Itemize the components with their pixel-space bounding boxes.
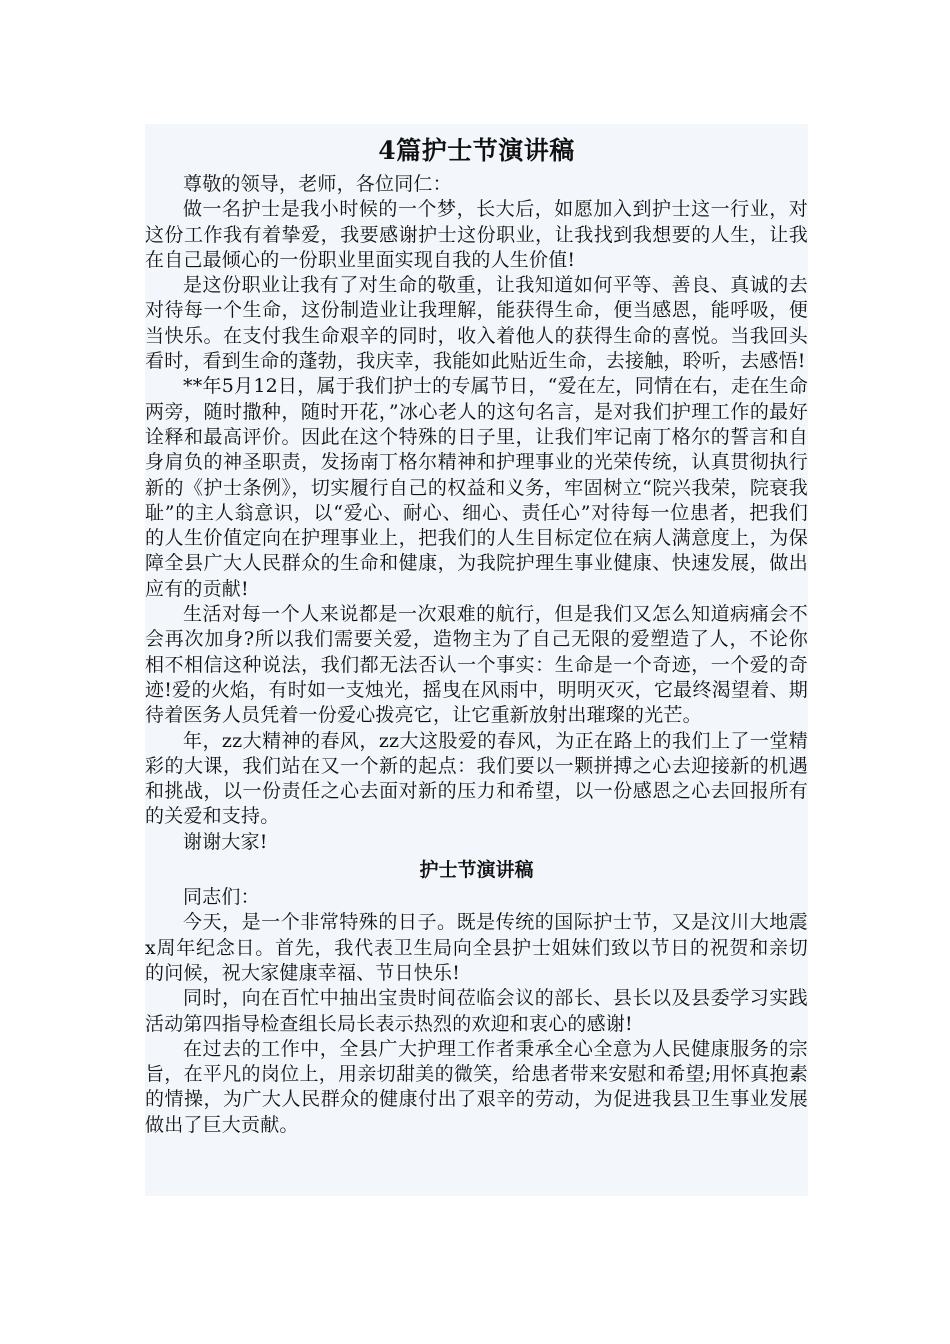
body-paragraph: 同时，向在百忙中抽出宝贵时间莅临会议的部长、县长以及县委学习实践活动第四指导检查组长局长表示热烈的欢迎和衷心的感谢! (145, 987, 808, 1035)
body-paragraph: 生活对每一个人来说都是一次艰难的航行，但是我们又怎么知道病痛会不会再次加身?所以我们需要关爱，造物主为了自己无限的爱塑造了人，不论你相不相信这种说法，我们都无法否认一个事实：生命是一个奇迹，一个爱的奇迹!爱的火焰，有时如一支烛光，摇曳在风雨中，明明灭灭，它最终渴望着、期待着医务人员凭着一份爱心拨亮它，让它重新放射出璀璨的光芒。 (145, 603, 808, 727)
document-page (145, 124, 808, 1196)
body-paragraph: 做一名护士是我小时候的一个梦，长大后，如愿加入到护士这一行业，对这份工作我有着挚爱，我要感谢护士这份职业，让我找到我想要的人生，让我在自己最倾心的一份职业里面实现自我的人生价值! (145, 198, 808, 271)
body-paragraph: 年，zz大精神的春风，zz大这股爱的春风，为正在路上的我们上了一堂精彩的大课，我们站在又一个新的起点：我们要以一颗拼搏之心去迎接新的机遇和挑战，以一份责任之心去面对新的压力和希望，以一份感恩之心去回报所有的关爱和支持。 (145, 729, 808, 828)
closing-line: 谢谢大家! (183, 830, 268, 853)
body-paragraph: **年5月12日，属于我们护士的专属节日，“爱在左，同情在右，走在生命两旁，随时撒种，随时开花，”冰心老人的这句名言，是对我们护理工作的最好诠释和最高评价。因此在这个特殊的日子里，让我们牢记南丁格尔的誓言和自身肩负的神圣职责，发扬南丁格尔精神和护理事业的光荣传统，认真贯彻执行新的《护士条例》，切实履行自己的权益和义务，牢固树立“院兴我荣，院衰我耻”的主人翁意识，以“爱心、耐心、细心、责任心”对待每一位患者，把我们的人生价值定向在护理事业上，把我们的人生目标定位在病人满意度上，为保障全县广大人民群众的生命和健康，为我院护理生事业健康、快速发展，做出应有的贡献! (145, 375, 808, 600)
salutation: 同志们： (183, 886, 260, 909)
document-title: 4篇护士节演讲稿 (378, 136, 575, 165)
section-subtitle: 护士节演讲稿 (419, 859, 534, 882)
salutation: 尊敬的领导，老师，各位同仁： (183, 173, 452, 195)
body-paragraph: 是这份职业让我有了对生命的敬重，让我知道如何平等、善良、真诚的去对待每一个生命，这份制造业让我理解，能获得生命，便当感恩，能呼吸，便当快乐。在支付我生命艰辛的同时，收入着他人的获得生命的喜悦。当我回头看时，看到生命的蓬勃，我庆幸，我能如此贴近生命，去接触，聆听，去感悟! (145, 274, 808, 373)
body-paragraph: 今天，是一个非常特殊的日子。既是传统的国际护士节，又是汶川大地震x周年纪念日。首先，我代表卫生局向全县护士姐妹们致以节日的祝贺和亲切的问候，祝大家健康幸福、节日快乐! (145, 911, 808, 984)
body-paragraph: 在过去的工作中，全县广大护理工作者秉承全心全意为人民健康服务的宗旨，在平凡的岗位上，用亲切甜美的微笑，给患者带来安慰和希望;用怀真抱素的情操，为广大人民群众的健康付出了艰辛的劳动，为促进我县卫生事业发展做出了巨大贡献。 (145, 1037, 808, 1136)
